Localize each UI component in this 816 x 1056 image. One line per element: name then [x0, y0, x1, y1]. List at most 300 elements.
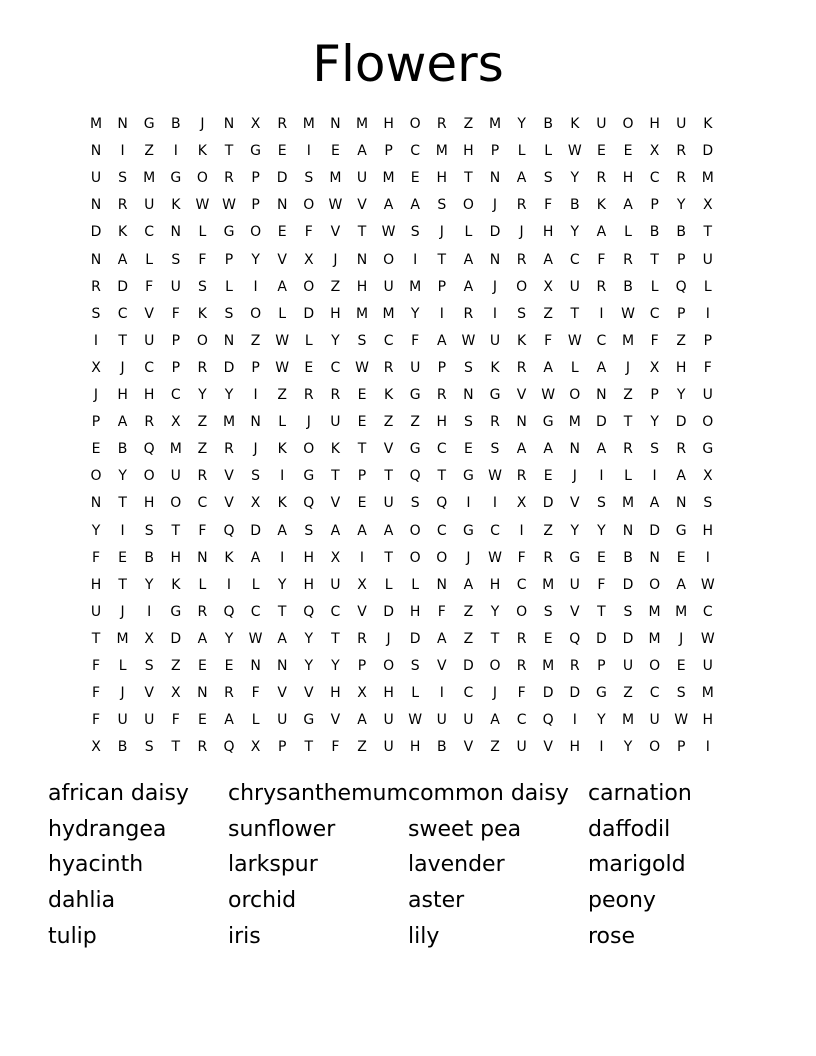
- grid-letter: R: [436, 387, 447, 403]
- grid-letter: M: [542, 658, 555, 674]
- grid-letter: F: [411, 332, 420, 349]
- grid-letter: Y: [650, 414, 659, 431]
- grid-letter: K: [596, 197, 606, 214]
- grid-letter: X: [703, 197, 713, 214]
- grid-letter: F: [517, 685, 526, 702]
- grid-letter: N: [596, 387, 607, 403]
- grid-letter: O: [569, 387, 581, 403]
- grid-letter: T: [357, 441, 367, 458]
- grid-letter: P: [224, 251, 234, 268]
- grid-letter: M: [382, 170, 395, 187]
- grid-letter: M: [355, 305, 369, 322]
- grid-letter: O: [702, 414, 714, 431]
- grid-letter: Z: [250, 332, 261, 349]
- grid-letter: I: [705, 549, 710, 566]
- grid-letter: J: [439, 224, 444, 241]
- grid-letter: I: [705, 305, 710, 322]
- grid-letter: S: [463, 414, 473, 431]
- grid-letter: T: [331, 630, 340, 647]
- grid-letter: H: [436, 170, 448, 187]
- grid-letter: D: [542, 685, 554, 702]
- grid-letter: A: [250, 549, 261, 566]
- grid-letter: X: [250, 495, 261, 512]
- grid-letter: D: [622, 576, 634, 593]
- grid-letter: E: [91, 441, 101, 458]
- grid-letter: R: [596, 170, 607, 187]
- grid-letter: P: [357, 468, 367, 485]
- grid-letter: A: [596, 224, 607, 241]
- grid-letter: J: [466, 549, 471, 566]
- grid-letter: S: [676, 685, 686, 702]
- grid-letter: I: [439, 305, 444, 322]
- grid-letter: R: [516, 468, 527, 485]
- grid-letter: E: [357, 495, 367, 512]
- grid-letter: N: [90, 143, 102, 160]
- grid-letter: X: [250, 739, 261, 756]
- grid-letter: H: [702, 522, 714, 539]
- grid-letter: Y: [224, 387, 234, 403]
- grid-letter: W: [674, 712, 689, 729]
- grid-letter: V: [277, 685, 287, 702]
- grid-letter: Q: [675, 278, 687, 295]
- grid-letter: O: [409, 522, 421, 539]
- grid-letter: O: [196, 332, 208, 349]
- grid-letter: C: [649, 685, 660, 702]
- grid-letter: R: [623, 441, 633, 458]
- grid-letter: G: [303, 712, 315, 729]
- word-bank-item: hyacinth: [48, 852, 144, 878]
- grid-letter: B: [649, 224, 660, 241]
- grid-letter: Y: [304, 658, 314, 674]
- grid-letter: R: [623, 251, 633, 268]
- grid-letter: O: [90, 468, 102, 485]
- grid-letter: F: [91, 712, 101, 729]
- grid-letter: S: [490, 441, 500, 458]
- grid-letter: C: [436, 441, 447, 458]
- grid-letter: Z: [490, 739, 500, 756]
- grid-letter: I: [705, 739, 710, 756]
- grid-letter: Q: [223, 522, 235, 539]
- grid-letter: O: [303, 441, 315, 458]
- grid-letter: D: [675, 414, 687, 431]
- grid-letter: A: [383, 197, 394, 214]
- grid-letter: P: [171, 332, 181, 349]
- grid-letter: C: [490, 522, 500, 539]
- grid-letter: P: [650, 387, 659, 403]
- grid-letter: W: [700, 630, 715, 647]
- grid-letter: E: [224, 658, 234, 674]
- grid-letter: J: [519, 224, 524, 241]
- word-bank-item: chrysanthemum: [228, 781, 408, 806]
- grid-letter: G: [303, 468, 315, 485]
- grid-letter: P: [357, 658, 367, 674]
- grid-letter: A: [649, 495, 660, 512]
- grid-letter: A: [676, 468, 686, 485]
- word-bank-item: hydrangea: [48, 816, 167, 842]
- grid-letter: R: [197, 359, 208, 376]
- word-bank-item: tulip: [48, 923, 97, 949]
- grid-letter: G: [675, 522, 687, 539]
- grid-letter: V: [144, 685, 154, 702]
- grid-letter: X: [144, 630, 154, 647]
- grid-letter: S: [623, 603, 633, 620]
- grid-letter: F: [304, 224, 313, 241]
- grid-letter: U: [410, 359, 421, 376]
- grid-letter: G: [462, 468, 474, 485]
- grid-letter: A: [330, 522, 341, 539]
- word-bank-item: sunflower: [228, 816, 336, 842]
- grid-letter: J: [572, 468, 577, 485]
- grid-letter: U: [144, 332, 155, 349]
- grid-letter: V: [516, 387, 527, 403]
- grid-letter: I: [599, 305, 604, 322]
- grid-letter: U: [330, 576, 341, 593]
- grid-letter: X: [171, 414, 181, 431]
- grid-letter: Q: [303, 495, 315, 512]
- grid-letter: B: [569, 197, 580, 214]
- grid-letter: D: [383, 603, 394, 620]
- grid-letter: I: [147, 603, 152, 620]
- grid-letter: J: [679, 630, 684, 647]
- grid-letter: H: [143, 495, 155, 512]
- grid-letter: L: [251, 712, 260, 729]
- grid-letter: H: [702, 712, 714, 729]
- grid-letter: J: [625, 359, 631, 376]
- grid-letter: D: [463, 658, 474, 674]
- grid-letter: H: [383, 685, 394, 702]
- grid-letter: A: [490, 712, 500, 729]
- grid-letter: K: [197, 305, 207, 322]
- grid-letter: Q: [223, 739, 235, 756]
- grid-letter: T: [118, 332, 127, 349]
- grid-letter: Z: [197, 441, 208, 458]
- grid-letter: A: [463, 278, 474, 295]
- grid-letter: T: [384, 549, 393, 566]
- grid-letter: T: [703, 224, 713, 241]
- grid-letter: R: [596, 278, 607, 295]
- grid-letter: T: [118, 495, 127, 512]
- grid-letter: L: [251, 576, 260, 593]
- grid-letter: W: [700, 576, 715, 593]
- grid-letter: M: [355, 116, 369, 132]
- grid-letter: J: [306, 414, 311, 431]
- grid-letter: L: [570, 359, 579, 376]
- grid-letter: P: [597, 658, 606, 674]
- grid-letter: L: [225, 278, 233, 295]
- grid-letter: P: [384, 143, 393, 160]
- grid-letter: H: [143, 387, 155, 403]
- grid-letter: H: [90, 576, 102, 593]
- grid-letter: U: [596, 116, 607, 132]
- grid-letter: P: [91, 414, 101, 431]
- grid-letter: F: [91, 685, 101, 702]
- word-bank-item: dahlia: [48, 888, 116, 914]
- grid-letter: T: [277, 603, 287, 620]
- grid-letter: I: [439, 685, 444, 702]
- grid-letter: U: [516, 739, 527, 756]
- grid-letter: R: [516, 630, 527, 647]
- grid-letter: I: [413, 251, 418, 268]
- grid-letter: I: [572, 712, 577, 729]
- grid-letter: J: [253, 441, 258, 458]
- grid-letter: U: [330, 414, 341, 431]
- grid-letter: X: [304, 251, 314, 268]
- word-bank-item: peony: [588, 888, 656, 914]
- grid-letter: O: [516, 603, 528, 620]
- grid-letter: U: [383, 495, 394, 512]
- grid-letter: E: [463, 441, 473, 458]
- grid-letter: M: [648, 603, 661, 620]
- grid-letter: G: [143, 116, 155, 132]
- grid-letter: I: [280, 549, 285, 566]
- grid-letter: R: [516, 251, 527, 268]
- grid-letter: V: [570, 603, 580, 620]
- grid-letter: H: [569, 739, 581, 756]
- grid-letter: B: [117, 441, 128, 458]
- grid-letter: E: [357, 387, 367, 403]
- grid-letter: V: [144, 305, 154, 322]
- grid-letter: U: [383, 739, 394, 756]
- grid-letter: O: [649, 576, 661, 593]
- grid-letter: W: [567, 332, 582, 349]
- grid-letter: P: [676, 251, 686, 268]
- grid-letter: F: [703, 359, 712, 376]
- grid-letter: K: [118, 224, 128, 241]
- grid-letter: H: [489, 576, 501, 593]
- grid-letter: A: [410, 197, 420, 214]
- grid-letter: W: [275, 359, 290, 376]
- grid-letter: S: [543, 603, 553, 620]
- grid-letter: M: [542, 576, 555, 593]
- grid-letter: Y: [410, 305, 420, 322]
- grid-letter: V: [357, 197, 367, 214]
- word-bank-item: orchid: [228, 888, 297, 914]
- grid-letter: H: [170, 549, 182, 566]
- grid-letter: Q: [303, 603, 315, 620]
- grid-letter: S: [650, 441, 660, 458]
- grid-letter: Y: [676, 387, 686, 403]
- grid-letter: A: [277, 630, 287, 647]
- grid-letter: L: [703, 278, 712, 295]
- grid-letter: O: [409, 549, 421, 566]
- grid-letter: D: [117, 278, 128, 295]
- grid-letter: R: [383, 359, 394, 376]
- grid-letter: E: [676, 658, 686, 674]
- grid-letter: C: [463, 685, 474, 702]
- grid-letter: V: [330, 495, 341, 512]
- grid-letter: N: [489, 170, 501, 187]
- grid-letter: O: [462, 197, 474, 214]
- grid-letter: G: [250, 143, 262, 160]
- grid-letter: S: [543, 170, 553, 187]
- grid-letter: M: [435, 143, 448, 160]
- grid-letter: M: [621, 332, 635, 349]
- grid-letter: A: [543, 359, 553, 376]
- grid-letter: W: [567, 143, 582, 160]
- grid-letter: O: [250, 305, 262, 322]
- grid-letter: R: [676, 441, 687, 458]
- grid-letter: Z: [410, 414, 420, 431]
- grid-letter: Y: [517, 116, 526, 132]
- word-bank-item: aster: [408, 888, 465, 914]
- grid-letter: U: [569, 576, 580, 593]
- grid-letter: G: [569, 549, 581, 566]
- grid-letter: U: [649, 712, 660, 729]
- grid-letter: N: [223, 116, 235, 132]
- grid-letter: A: [596, 441, 607, 458]
- grid-letter: N: [197, 549, 208, 566]
- grid-letter: T: [650, 251, 659, 268]
- grid-letter: W: [248, 630, 263, 647]
- grid-letter: W: [621, 305, 635, 322]
- grid-letter: H: [649, 116, 660, 132]
- grid-letter: X: [171, 685, 181, 702]
- grid-letter: A: [357, 143, 367, 160]
- grid-letter: D: [649, 522, 660, 539]
- grid-letter: E: [197, 712, 207, 729]
- grid-letter: U: [702, 658, 713, 674]
- grid-letter: O: [649, 658, 661, 674]
- grid-letter: T: [437, 468, 447, 485]
- grid-letter: F: [597, 251, 606, 268]
- grid-letter: F: [544, 332, 553, 349]
- grid-letter: C: [330, 359, 341, 376]
- grid-letter: E: [197, 658, 207, 674]
- word-bank-item: lily: [408, 923, 440, 949]
- grid-letter: I: [306, 143, 311, 160]
- grid-letter: V: [277, 251, 287, 268]
- grid-letter: Q: [223, 603, 235, 620]
- grid-letter: V: [330, 712, 341, 729]
- grid-letter: Y: [198, 387, 207, 403]
- grid-letter: A: [357, 522, 367, 539]
- grid-letter: U: [356, 170, 368, 187]
- grid-letter: K: [490, 359, 500, 376]
- grid-letter: A: [543, 251, 553, 268]
- grid-letter: N: [90, 495, 102, 512]
- grid-letter: M: [169, 441, 182, 458]
- grid-letter: R: [224, 170, 234, 187]
- grid-letter: T: [464, 170, 473, 187]
- grid-letter: L: [118, 658, 127, 674]
- grid-letter: C: [596, 332, 607, 349]
- grid-letter: H: [409, 739, 421, 756]
- grid-letter: L: [624, 468, 632, 485]
- grid-letter: L: [544, 143, 553, 160]
- grid-letter: V: [463, 739, 474, 756]
- grid-letter: C: [436, 522, 447, 539]
- grid-letter: N: [197, 685, 208, 702]
- grid-letter: W: [195, 197, 210, 214]
- grid-letter: V: [224, 468, 234, 485]
- grid-letter: A: [117, 414, 128, 431]
- grid-letter: V: [437, 658, 447, 674]
- grid-letter: C: [383, 332, 394, 349]
- word-bank-item: iris: [228, 923, 261, 949]
- grid-letter: O: [303, 197, 315, 214]
- grid-letter: A: [277, 278, 287, 295]
- grid-letter: R: [117, 197, 128, 214]
- grid-letter: X: [250, 116, 261, 132]
- grid-letter: W: [488, 468, 502, 485]
- grid-letter: G: [409, 441, 421, 458]
- grid-letter: R: [197, 603, 208, 620]
- grid-letter: W: [328, 197, 343, 214]
- grid-letter: Z: [543, 522, 553, 539]
- grid-letter: L: [278, 414, 287, 431]
- grid-letter: P: [676, 739, 686, 756]
- grid-letter: G: [170, 170, 182, 187]
- grid-letter: H: [675, 359, 687, 376]
- grid-letter: K: [330, 441, 340, 458]
- grid-letter: K: [570, 116, 580, 132]
- grid-letter: A: [463, 251, 474, 268]
- grid-letter: T: [623, 414, 633, 431]
- grid-letter: E: [277, 224, 287, 241]
- grid-letter: B: [543, 116, 553, 132]
- grid-letter: U: [702, 251, 713, 268]
- grid-letter: Z: [171, 658, 181, 674]
- grid-letter: L: [384, 576, 393, 593]
- grid-letter: U: [144, 197, 155, 214]
- grid-letter: C: [516, 576, 527, 593]
- grid-letter: B: [623, 549, 633, 566]
- grid-letter: A: [516, 441, 527, 458]
- grid-letter: T: [91, 630, 101, 647]
- grid-letter: M: [621, 495, 635, 512]
- grid-letter: T: [171, 739, 181, 756]
- grid-letter: O: [622, 116, 634, 132]
- grid-letter: S: [197, 278, 207, 295]
- grid-letter: B: [623, 278, 633, 295]
- grid-letter: R: [516, 658, 527, 674]
- grid-letter: S: [357, 332, 367, 349]
- grid-letter: X: [91, 739, 101, 756]
- grid-letter: Z: [463, 116, 474, 132]
- grid-letter: T: [304, 739, 314, 756]
- grid-letter: S: [517, 305, 527, 322]
- grid-letter: S: [437, 197, 447, 214]
- grid-letter: N: [649, 549, 660, 566]
- grid-letter: X: [357, 685, 367, 702]
- grid-letter: R: [676, 170, 687, 187]
- grid-letter: I: [492, 495, 498, 512]
- grid-letter: Q: [542, 712, 554, 729]
- grid-letter: C: [330, 603, 341, 620]
- grid-letter: Y: [331, 332, 340, 349]
- grid-letter: P: [437, 278, 447, 295]
- grid-letter: U: [90, 603, 102, 620]
- grid-letter: S: [410, 658, 420, 674]
- grid-letter: N: [276, 197, 288, 214]
- grid-letter: G: [409, 387, 421, 403]
- grid-letter: N: [675, 495, 687, 512]
- grid-letter: E: [410, 170, 420, 187]
- grid-letter: G: [702, 441, 714, 458]
- grid-letter: F: [171, 305, 180, 322]
- grid-letter: P: [703, 332, 713, 349]
- grid-letter: F: [251, 685, 260, 702]
- grid-letter: W: [408, 712, 423, 729]
- grid-letter: Z: [277, 387, 287, 403]
- grid-letter: M: [143, 170, 156, 187]
- grid-letter: F: [145, 278, 154, 295]
- grid-letter: X: [330, 549, 341, 566]
- grid-letter: Y: [251, 251, 260, 268]
- grid-letter: D: [303, 305, 315, 322]
- grid-letter: S: [703, 495, 713, 512]
- grid-letter: D: [596, 414, 607, 431]
